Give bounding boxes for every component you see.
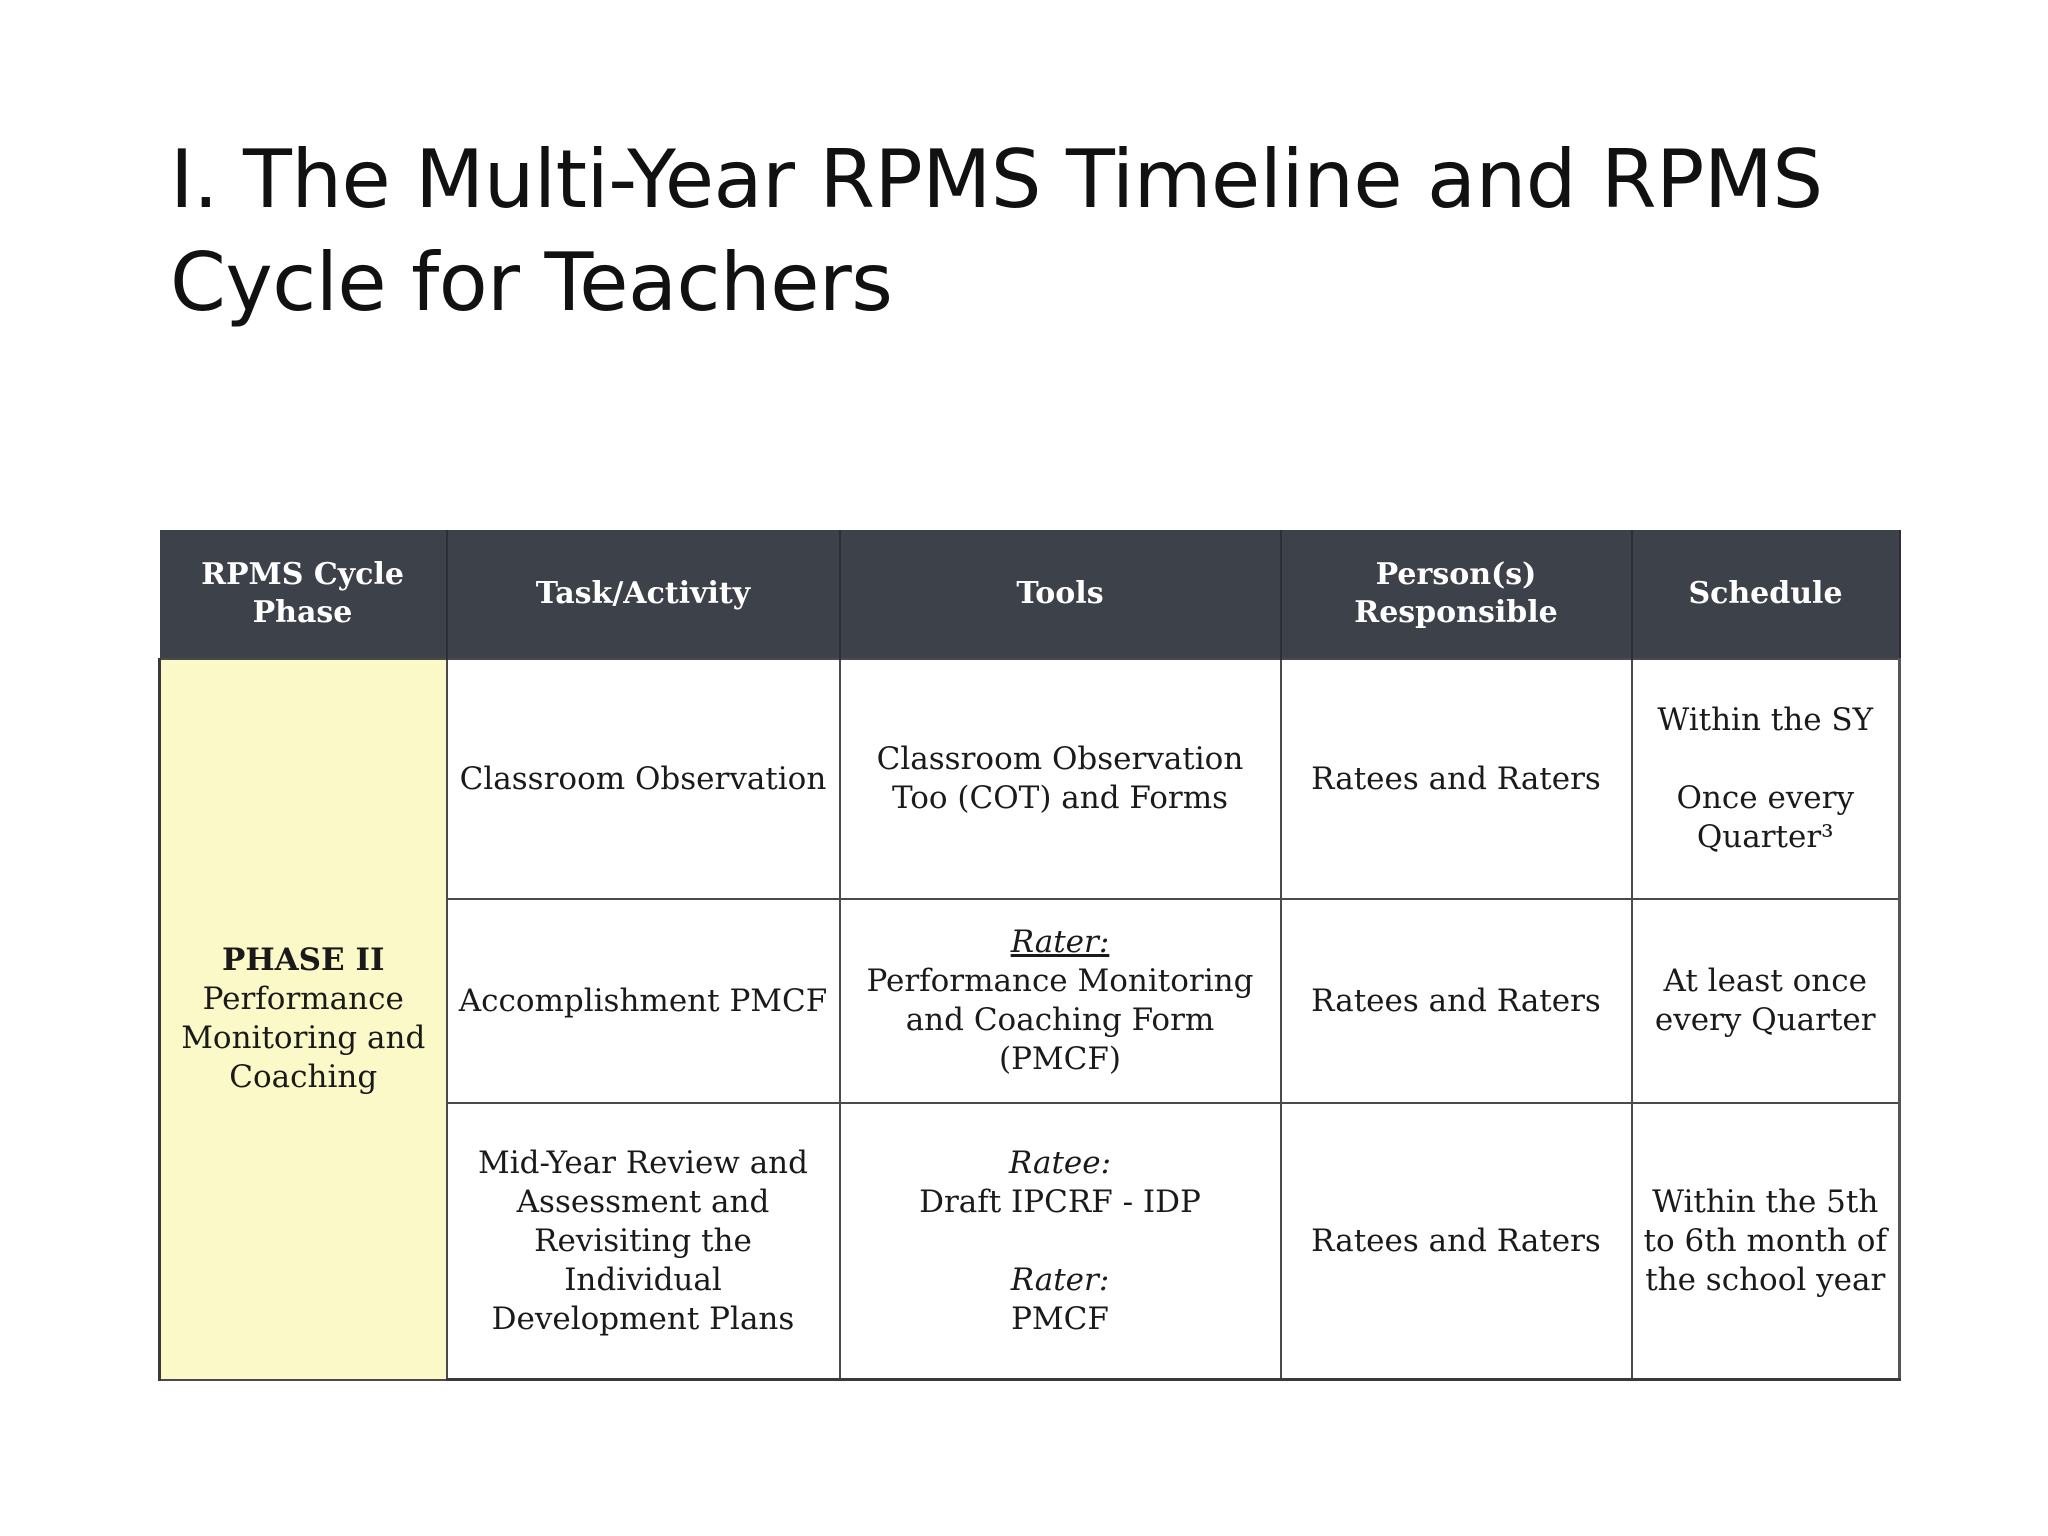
header-persons: Person(s) Responsible [1281,530,1632,659]
phase-name: PHASE II [222,942,385,979]
tools-cell [840,1103,1281,1380]
persons-cell: Ratees and Raters [1281,659,1632,899]
rpms-cycle-table [158,530,1901,1381]
tools-cell [840,899,1281,1103]
phase-cell [160,659,447,1380]
slide-title-line-1: I. The Multi-Year RPMS Timeline and RPMS [170,133,1823,226]
task-cell: Classroom Observation [447,659,840,899]
header-tools: Tools [840,530,1281,659]
persons-cell: Ratees and Raters [1281,899,1632,1103]
schedule-text: Within the SY [1657,702,1874,738]
task-cell: Mid-Year Review and Assessment and Revisiting the Individual Development Plans [447,1103,840,1380]
tools-text: PMCF [1011,1300,1109,1337]
tools-role-label: Ratee: [1008,1144,1112,1181]
tools-role-label: Rater: [1010,924,1110,960]
header-task: Task/Activity [447,530,840,659]
table-header-row [160,530,1900,659]
task-cell: Accomplishment PMCF [447,899,840,1103]
tools-text: Draft IPCRF - IDP [919,1183,1201,1220]
table-row [160,659,1900,899]
header-phase: RPMS Cycle Phase [160,530,447,659]
header-schedule: Schedule [1632,530,1900,659]
schedule-cell [1632,659,1900,899]
schedule-cell: At least once every Quarter [1632,899,1900,1103]
tools-cell: Classroom Observation Too (COT) and Forms [840,659,1281,899]
schedule-text: Once every Quarter³ [1676,780,1854,855]
slide-title [170,128,1930,334]
phase-description: Performance Monitoring and Coaching [181,981,426,1096]
persons-cell: Ratees and Raters [1281,1103,1632,1380]
schedule-cell: Within the 5th to 6th month of the school year [1632,1103,1900,1380]
tools-role-label: Rater: [1010,1261,1110,1298]
slide-title-line-2: Cycle for Teachers [170,236,893,329]
tools-text: Performance Monitoring and Coaching Form (PMCF) [866,963,1254,1077]
